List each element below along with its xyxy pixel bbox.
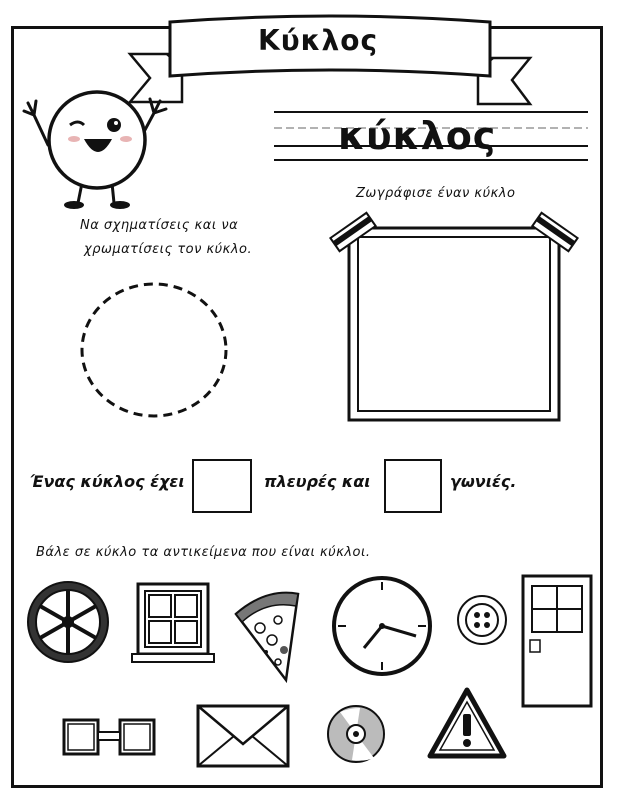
window-icon[interactable] — [132, 582, 214, 664]
circle-mascot-icon — [20, 85, 170, 215]
clock-icon[interactable] — [330, 574, 434, 678]
word-kyklos: κύκλος — [338, 114, 497, 158]
angles-answer-box[interactable] — [384, 459, 442, 513]
trace-instruction-line1: Να σχηματίσεις και να — [80, 218, 239, 233]
trace-instruction-line2: χρωματίσεις τον κύκλο. — [84, 242, 253, 257]
pizza-slice-icon[interactable] — [232, 584, 304, 684]
objects-instruction: Βάλε σε κύκλο τα αντικείμενα που είναι κύκλοι. — [36, 545, 371, 560]
sides-answer-box[interactable] — [192, 459, 252, 513]
drawing-frame[interactable] — [325, 204, 585, 430]
button-icon[interactable] — [456, 594, 508, 646]
cd-icon[interactable] — [326, 704, 386, 764]
page-title: Κύκλος — [258, 24, 379, 57]
sentence-part2: πλευρές και — [264, 472, 371, 491]
envelope-icon[interactable] — [196, 704, 290, 768]
warning-sign-icon[interactable] — [426, 686, 508, 760]
glasses-icon[interactable] — [60, 714, 158, 762]
draw-instruction: Ζωγράφισε έναν κύκλο — [356, 186, 516, 201]
sentence-part1: Ένας κύκλος έχει — [30, 472, 185, 491]
dashed-trace-circle[interactable] — [76, 282, 232, 422]
sentence-part3: γωνιές. — [450, 472, 517, 491]
wheel-icon[interactable] — [26, 580, 110, 664]
door-icon[interactable] — [520, 574, 594, 708]
